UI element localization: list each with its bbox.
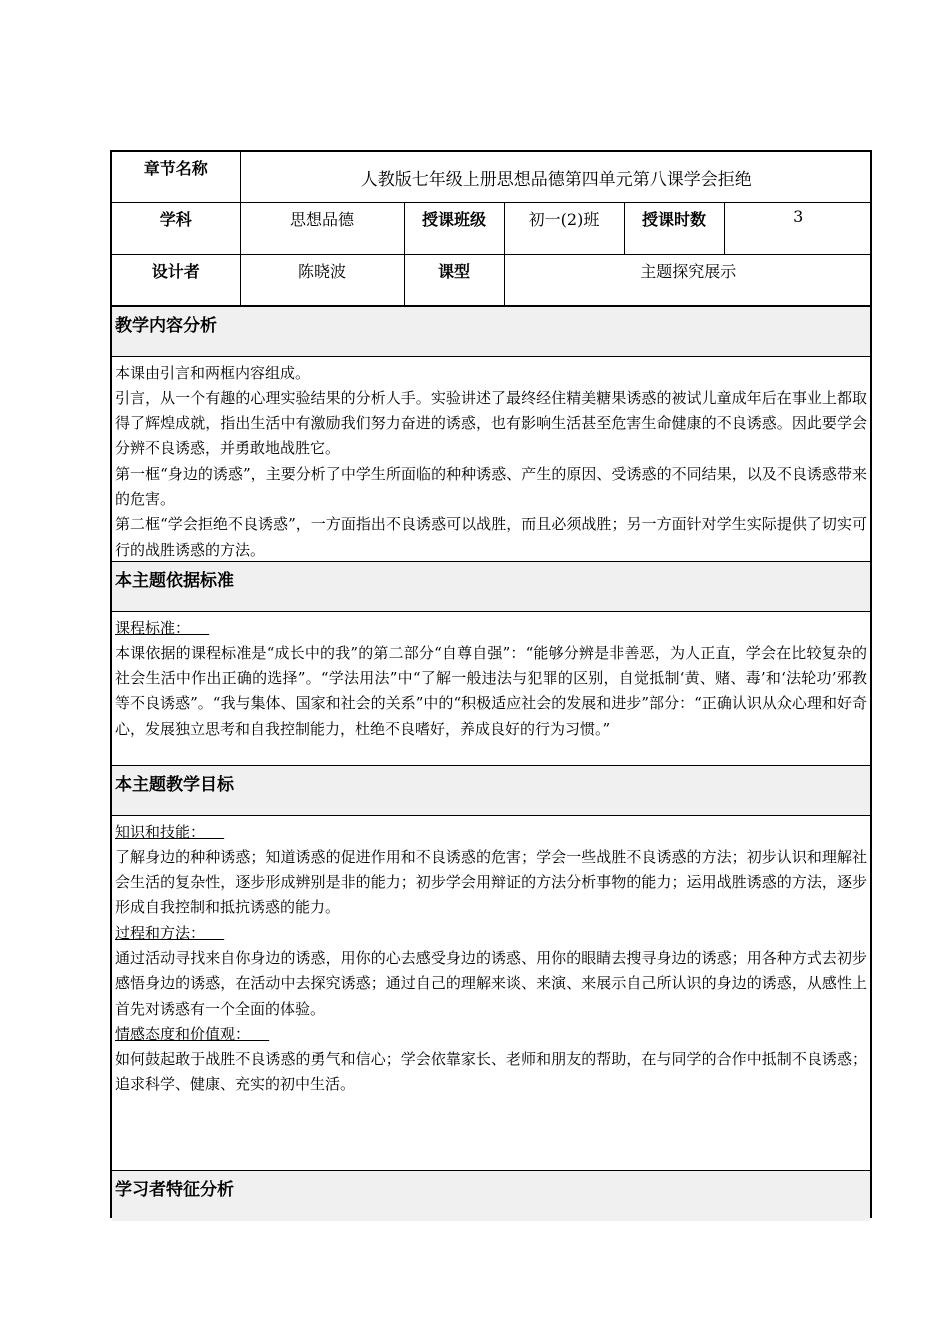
paragraph: 本课依据的课程标准是“成长中的我”的第二部分“自尊自强”：“能够分辨是非善恶，为人正直，学会在比较复杂的社会生活中作出正确的选择”。“学法用法”中“了解一般违法与犯罪的区别，自觉抵制‘黄、赌、毒’和‘法轮功’邪教等不良诱惑”。“我与集体、国家和社会的关系”中的“积极适应社会的发展和进步”部分：“正确认识从众心理和好奇心，发展独立思考和自我控制能力，杜绝不良嗜好，养成良好的行为习惯。” bbox=[115, 643, 867, 738]
designer-value: 陈晓波 bbox=[240, 254, 404, 305]
section-body-content-analysis bbox=[112, 357, 870, 561]
hours-value: 3 bbox=[724, 202, 872, 254]
section-body-standards bbox=[112, 612, 870, 765]
section-body-teaching-goals bbox=[112, 816, 870, 1170]
paragraph: 第一框“身边的诱惑”，主要分析了中学生所面临的种种诱惑、产生的原因、受诱惑的不同结果，以及不良诱惑带来的危害。 bbox=[115, 464, 867, 508]
paragraph: 通过活动寻找来自你身边的诱惑，用你的心去感受身边的诱惑、用你的眼睛去搜寻身边的诱惑；用各种方式去初步感悟身边的诱惑，在活动中去探究诱惑；通过自己的理解来谈、来演、来展示自己所认识的身边的诱惑，从感性上首先对诱惑有一个全面的体验。 bbox=[115, 948, 867, 1018]
paragraph: 本课由引言和两框内容组成。 bbox=[115, 363, 311, 382]
hours-label: 授课时数 bbox=[624, 202, 724, 254]
lesson-info-table bbox=[112, 152, 872, 306]
subheading-curriculum-standard: 课程标准： bbox=[115, 618, 191, 637]
chapter-row bbox=[112, 152, 872, 202]
section-heading-learner-analysis: 学习者特征分析 bbox=[112, 1170, 870, 1221]
lesson-plan-sheet bbox=[110, 150, 872, 1218]
chapter-label: 章节名称 bbox=[112, 152, 240, 202]
designer-label: 设计者 bbox=[112, 254, 240, 305]
subject-value: 思想品德 bbox=[240, 202, 404, 254]
paragraph: 如何鼓起敢于战胜不良诱惑的勇气和信心；学会依靠家长、老师和朋友的帮助，在与同学的合作中抵制不良诱惑；追求科学、健康、充实的初中生活。 bbox=[115, 1050, 867, 1094]
section-heading-standards: 本主题依据标准 bbox=[112, 561, 870, 612]
section-heading-teaching-goals: 本主题教学目标 bbox=[112, 765, 870, 816]
chapter-value: 人教版七年级上册思想品德第四单元第八课学会拒绝 bbox=[240, 152, 872, 202]
designer-row bbox=[112, 254, 872, 305]
class-value: 初一(2)班 bbox=[504, 202, 624, 254]
class-label: 授课班级 bbox=[404, 202, 504, 254]
subheading-knowledge-skills: 知识和技能： bbox=[115, 822, 206, 841]
section-heading-content-analysis: 教学内容分析 bbox=[112, 306, 870, 357]
paragraph: 了解身边的种种诱惑；知道诱惑的促进作用和不良诱惑的危害；学会一些战胜不良诱惑的方法；初步认识和理解社会生活的复杂性，逐步形成辨别是非的能力；初步学会用辩证的方法分析事物的能力；运用战胜诱惑的方法，逐步形成自我控制和抵抗诱惑的能力。 bbox=[115, 847, 867, 917]
type-label: 课型 bbox=[404, 254, 504, 305]
paragraph: 引言，从一个有趣的心理实验结果的分析人手。实验讲述了最终经住精美糖果诱惑的被试儿童成年后在事业上都取得了辉煌成就，指出生活中有激励我们努力奋进的诱惑，也有影响生活甚至危害生命健康的不良诱惑。因此要学会分辨不良诱惑，并勇敢地战胜它。 bbox=[115, 388, 867, 458]
subject-label: 学科 bbox=[112, 202, 240, 254]
paragraph: 第二框“学会拒绝不良诱惑”，一方面指出不良诱惑可以战胜，而且必须战胜；另一方面针对学生实际提供了切实可行的战胜诱惑的方法。 bbox=[115, 515, 867, 559]
subheading-attitudes-values: 情感态度和价值观： bbox=[115, 1024, 251, 1043]
type-value: 主题探究展示 bbox=[504, 254, 872, 305]
subheading-process-methods: 过程和方法： bbox=[115, 923, 206, 942]
subject-row bbox=[112, 202, 872, 254]
